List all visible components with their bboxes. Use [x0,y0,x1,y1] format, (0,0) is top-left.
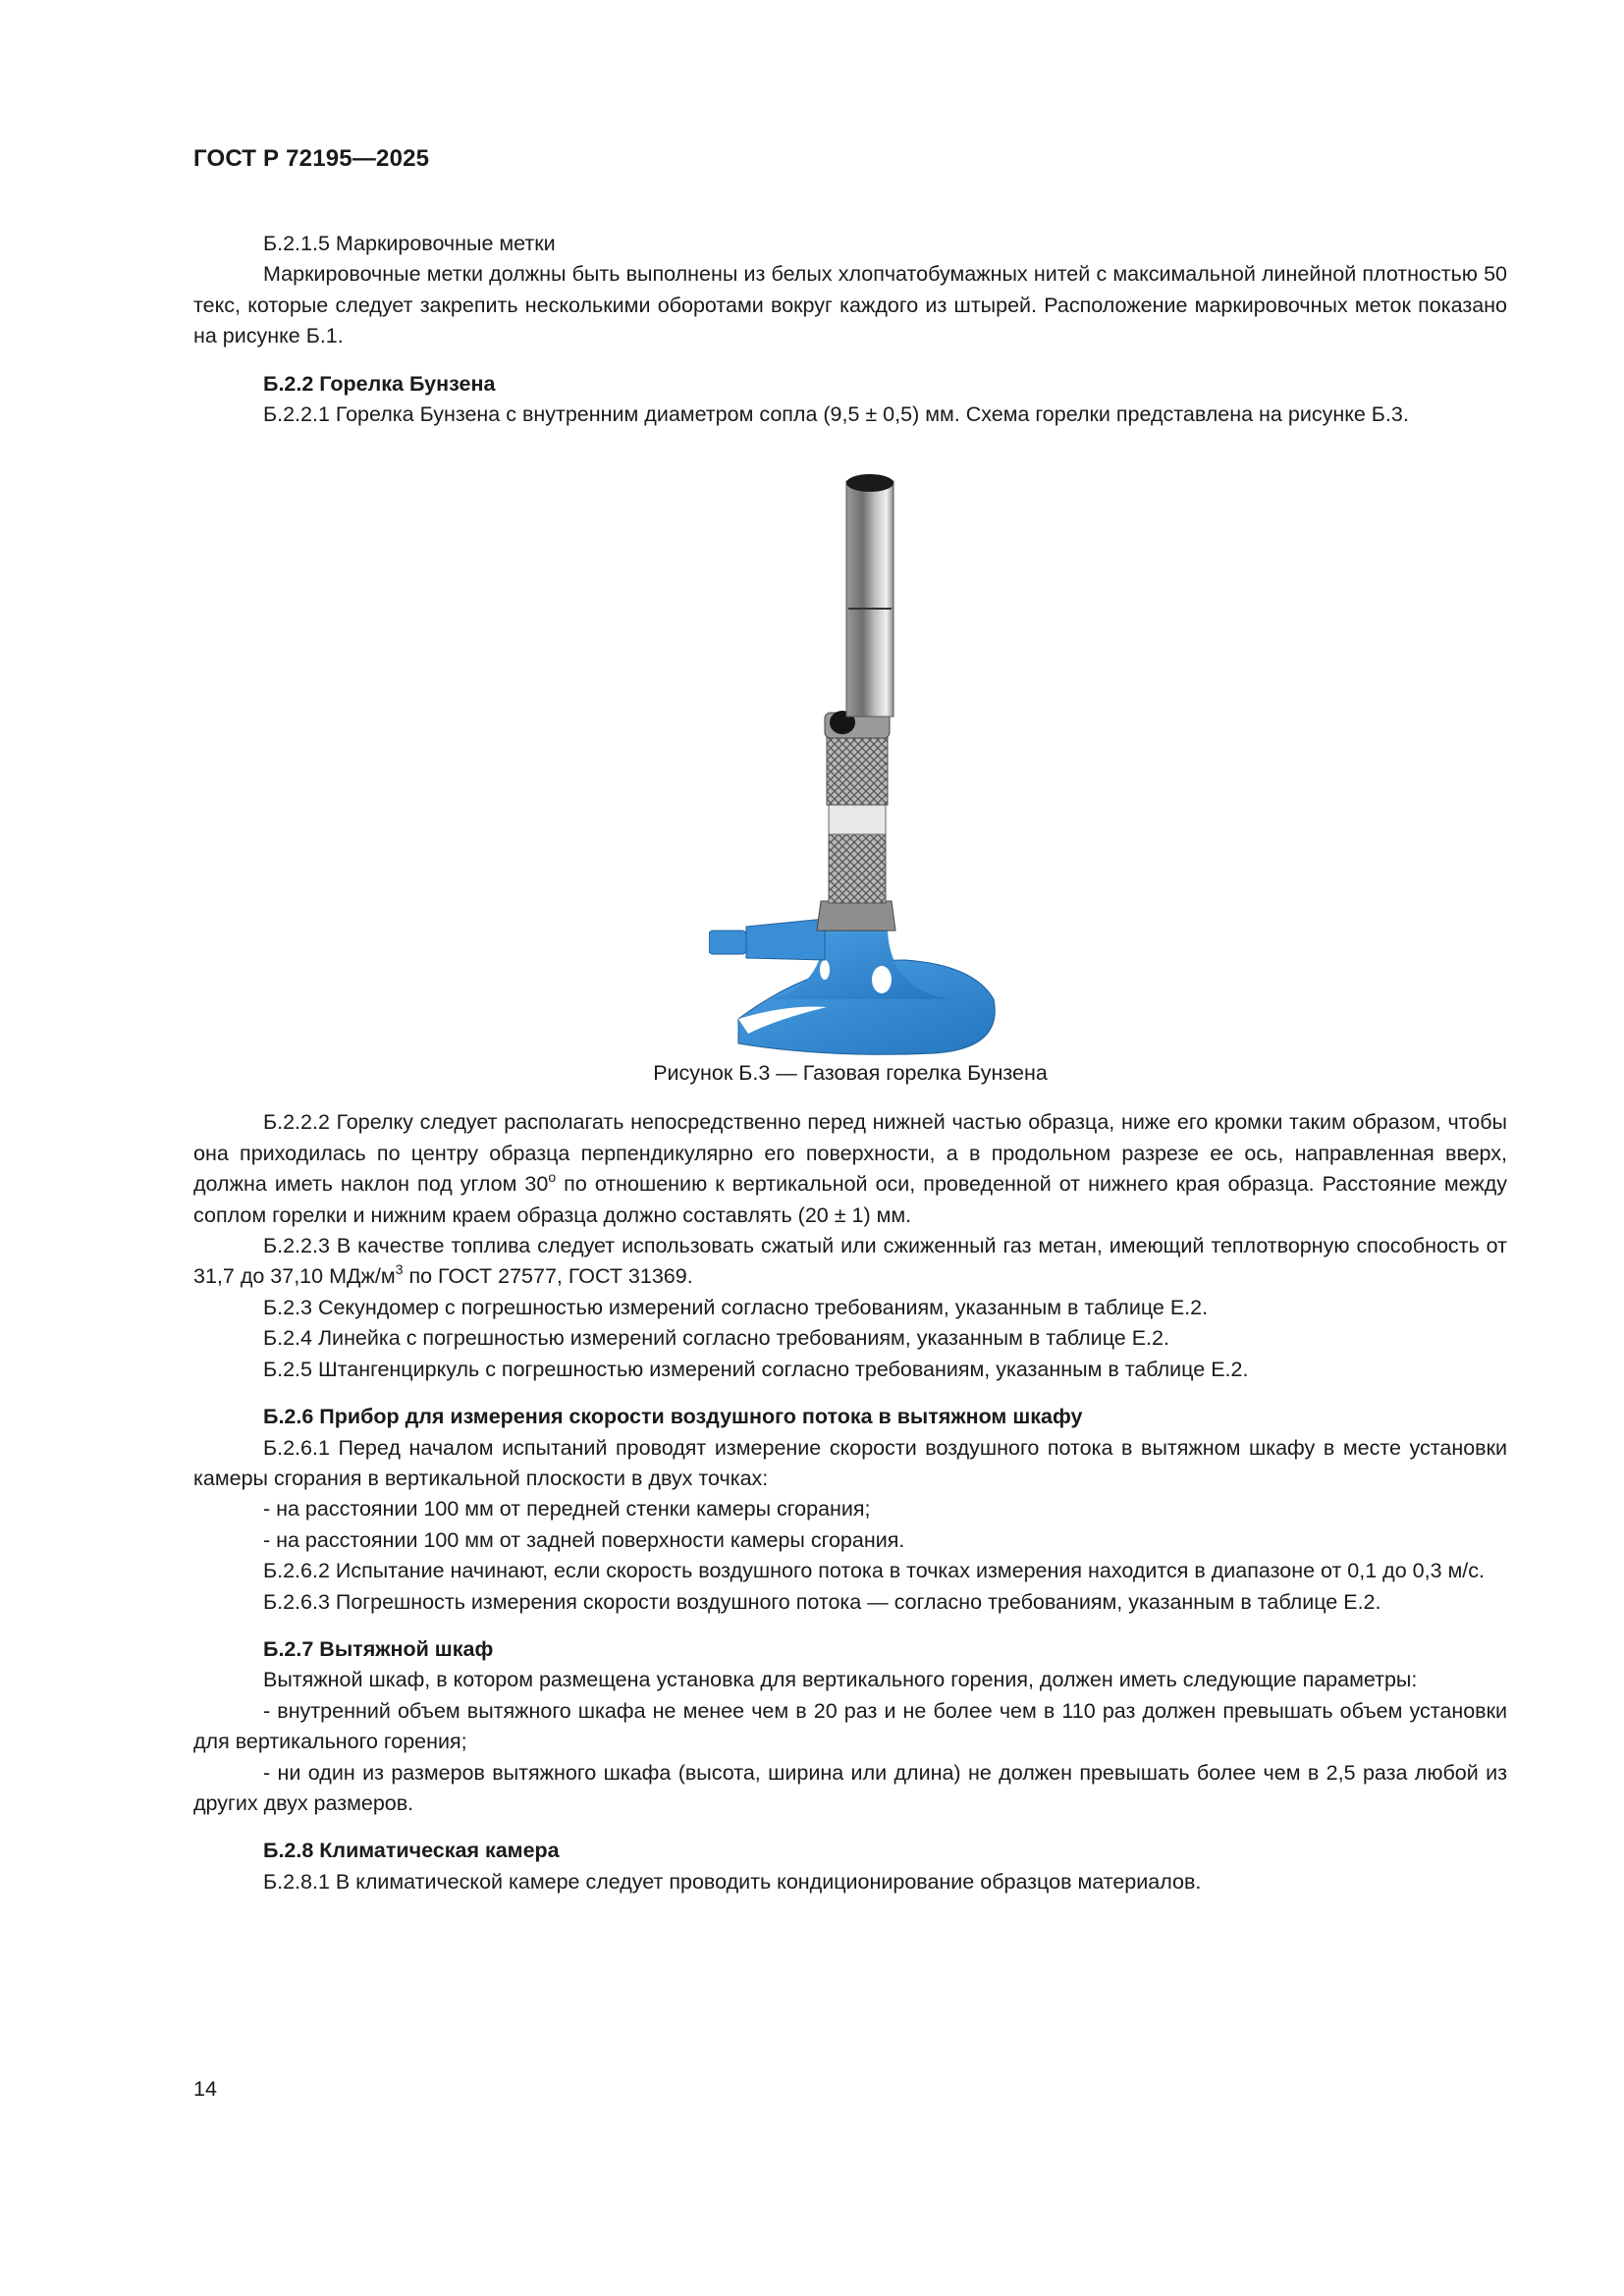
section-b261-text: Б.2.6.1 Перед началом испытаний проводят измерение скорости воздушного потока в вытяжном шкафу в месте установки камеры сгорания в вертикальной плоскости в двух точках: [193,1435,1507,1490]
section-b215-title: Б.2.1.5 Маркировочные метки [263,232,556,255]
section-b223-part1: Б.2.2.3 В качестве топлива следует использовать сжатый или сжиженный газ метан, имеющий теплотворную способность от 31,7 до 37,10 МДж/м [193,1234,1507,1289]
section-b27-item2: - ни один из размеров вытяжного шкафа (высота, ширина или длина) не должен превышать более чем в 2,5 раза любой из других двух размеров. [193,1760,1507,1815]
degree-superscript: о [548,1169,557,1186]
section-b23-text: Б.2.3 Секундомер с погрешностью измерений согласно требованиям, указанным в таблице Е.2. [263,1295,1209,1319]
document-body [193,229,1507,1897]
figure-caption: Рисунок Б.3 — Газовая горелка Бунзена [653,1061,1048,1086]
section-b22-heading: Б.2.2 Горелка Бунзена [263,371,496,396]
section-b27-text: Вытяжной шкаф, в котором размещена установка для вертикального горения, должен иметь следующие параметры: [263,1668,1418,1692]
section-b262-text: Б.2.6.2 Испытание начинают, если скорость воздушного потока в точках измерения находится в диапазоне от 0,1 до 0,3 м/с. [263,1559,1485,1583]
document-code-header: ГОСТ Р 72195—2025 [193,145,430,172]
page-number: 14 [193,2077,217,2101]
section-b222-part1: Б.2.2.2 Горелку следует располагать непосредственно перед нижней частью образца, ниже его кромки таким образом, чтобы она приходилась по центру образца перпендикулярно его поверхности, а в продольном разрезе ее ось, направленная вверх, должна иметь наклон под углом 30 [193,1110,1507,1197]
section-b263-text: Б.2.6.3 Погрешность измерения скорости воздушного потока — согласно требованиям, указанным в таблице Е.2. [263,1589,1381,1614]
section-b27-heading: Б.2.7 Вытяжной шкаф [263,1636,494,1661]
section-b215-text: Маркировочные метки должны быть выполнены из белых хлопчатобумажных нитей с максимальной линейной плотностью 50 текс, которые следует закрепить несколькими оборотами вокруг каждого из штырей. Расположение маркировочных меток показано на рисунке Б.1. [193,262,1507,348]
section-b28-heading: Б.2.8 Климатическая камера [263,1839,560,1863]
section-b223-part2: по ГОСТ 27577, ГОСТ 31369. [403,1264,693,1289]
figure-b3 [193,430,1507,1107]
section-b27-item1: - внутренний объем вытяжного шкафа не менее чем в 20 раз и не более чем в 110 раз должен превышать объем установки для вертикального горения; [193,1698,1507,1754]
section-b26-heading: Б.2.6 Прибор для измерения скорости воздушного потока в вытяжном шкафу [263,1405,1083,1429]
section-b281-text: Б.2.8.1 В климатической камере следует проводить кондиционирование образцов материалов. [263,1869,1202,1894]
bunsen-burner-image [709,469,1003,1058]
section-b24-text: Б.2.4 Линейка с погрешностью измерений согласно требованиям, указанным в таблице Е.2. [263,1326,1169,1351]
section-b25-text: Б.2.5 Штангенциркуль с погрешностью измерений согласно требованиям, указанным в таблице Е.2. [263,1357,1249,1381]
section-b261-item1: - на расстоянии 100 мм от передней стенки камеры сгорания; [263,1497,871,1522]
section-b261-item2: - на расстоянии 100 мм от задней поверхности камеры сгорания. [263,1527,905,1552]
cubic-superscript: 3 [395,1261,404,1278]
section-b222-part2: по отношению к вертикальной оси, проведенной от нижнего края образца. Расстояние между соплом горелки и нижним краем образца должно составлять (20 ± 1) мм. [193,1172,1507,1227]
section-b222-text [193,1107,1507,1231]
section-b221-text: Б.2.2.1 Горелка Бунзена с внутренним диаметром сопла (9,5 ± 0,5) мм. Схема горелки представлена на рисунке Б.3. [263,402,1409,427]
section-b223-text [193,1231,1507,1293]
